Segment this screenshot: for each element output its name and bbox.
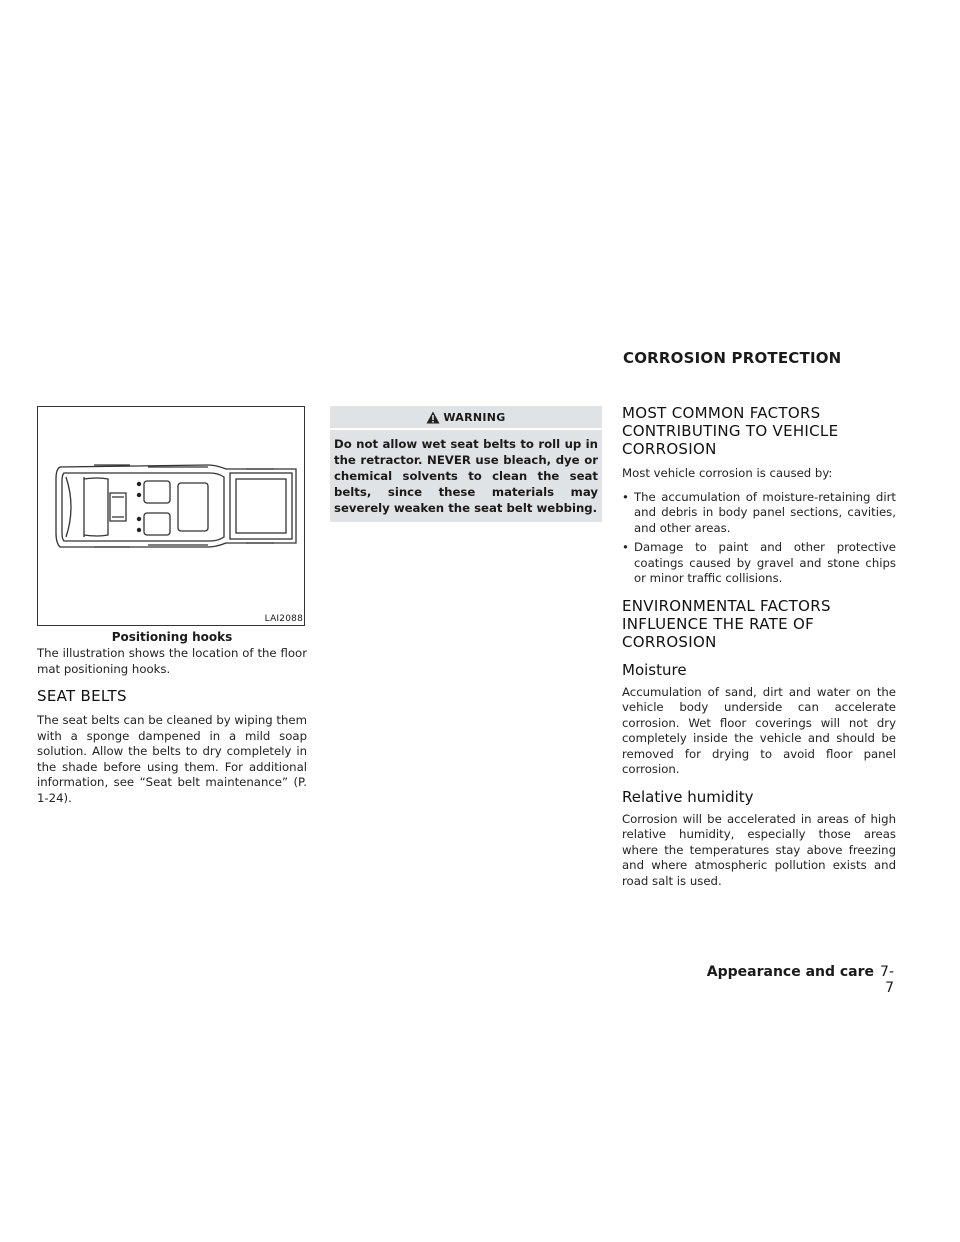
seat-belts-paragraph: The seat belts can be cleaned by wiping them with a sponge dampened in a mild soap solution. Allow the belts to dry completely in the shade before using them. For additional information, see “Seat belt maintenance” (P. 1-24). [37, 713, 307, 805]
left-column [37, 406, 307, 814]
chapter-title: Appearance and care [706, 964, 875, 980]
figure-id: LAI2088 [264, 614, 303, 624]
seat-belts-heading: SEAT BELTS [37, 687, 127, 705]
figure-caption: Positioning hooks [111, 630, 233, 644]
bullet: • [622, 489, 629, 504]
factors-heading: MOST COMMON FACTORS CONTRIBUTING TO VEHICLE CORROSION [622, 404, 839, 458]
warning-box [330, 406, 602, 522]
humidity-heading: Relative humidity [622, 787, 754, 806]
warning-text: Do not allow wet seat belts to roll up in the retractor. NEVER use bleach, dye or chemical solvents to clean the seat belts, since these materials may severely weaken the seat belt webbing. [334, 437, 598, 515]
list-item: • Damage to paint and other protective coatings caused by gravel and stone chips or minor traffic collisions. [622, 540, 896, 585]
moisture-heading: Moisture [622, 660, 687, 679]
warning-triangle-icon [426, 411, 440, 424]
environmental-heading: ENVIRONMENTAL FACTORS INFLUENCE THE RATE OF CORROSION [622, 596, 831, 651]
moisture-paragraph: Accumulation of sand, dirt and water on the vehicle body underside can accelerate corrosion. Wet floor coverings will not dry completely inside the vehicle and should be removed for drying to avoid floor panel corrosion. [622, 684, 896, 776]
page-number: 7-7 [880, 964, 894, 996]
right-column [622, 404, 896, 897]
humidity-paragraph: Corrosion will be accelerated in areas of high relative humidity, especially those areas where the temperatures stay above freezing and where atmospheric pollution exists and road salt is used. [622, 811, 896, 888]
intro-paragraph: The illustration shows the location of the floor mat positioning hooks. [37, 646, 307, 676]
vehicle-floor-plan-icon [38, 407, 304, 625]
factors-list [622, 490, 896, 587]
warning-header [330, 406, 602, 430]
page-footer [700, 964, 894, 996]
bullet: • [622, 540, 629, 554]
section-header: CORROSION PROTECTION [623, 349, 842, 367]
floor-mat-figure [37, 406, 305, 626]
warning-label: WARNING [443, 410, 506, 424]
list-item: • The accumulation of moisture-retaining dirt and debris in body panel sections, cavities, and other areas. [622, 489, 896, 535]
middle-column [330, 406, 602, 522]
factors-intro: Most vehicle corrosion is caused by: [622, 466, 833, 480]
